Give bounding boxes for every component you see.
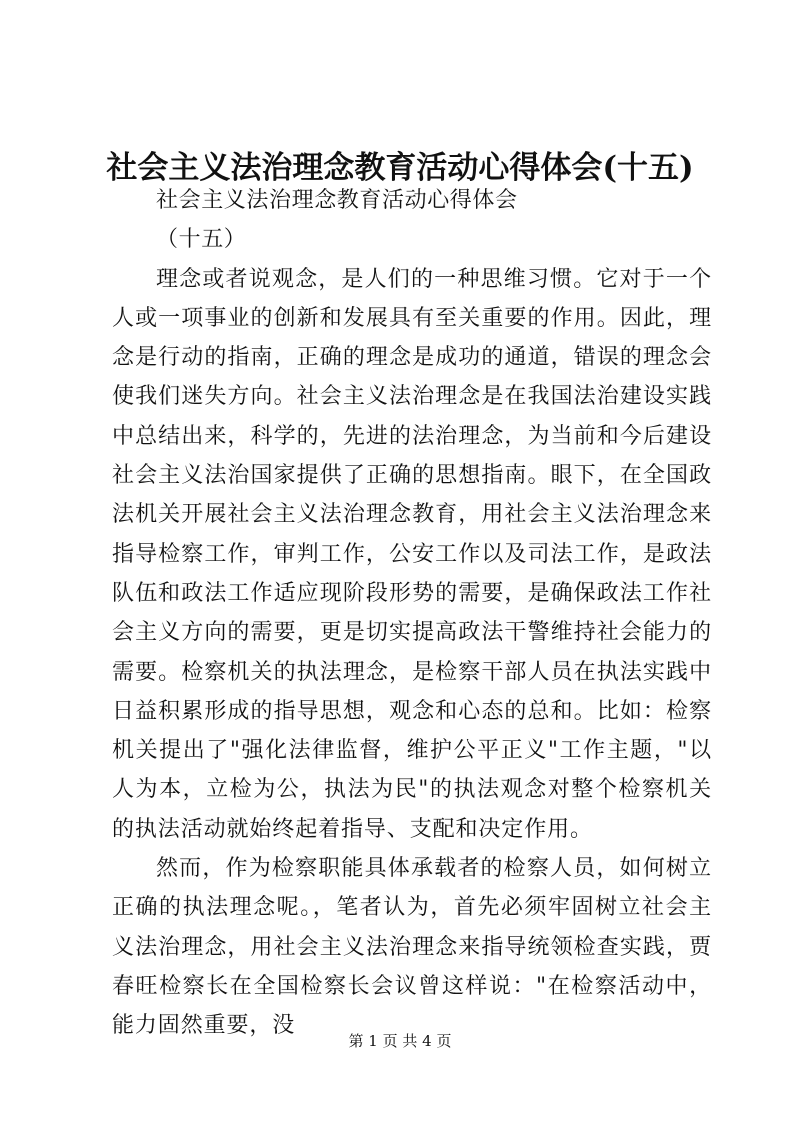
document-body (112, 181, 712, 1046)
document-title: 社会主义法治理念教育活动心得体会(十五) (106, 150, 694, 186)
body-paragraph: 然而，作为检察职能具体承载者的检察人员，如何树立正确的执法理念呢。，笔者认为，首先必须牢固树立社会主义法治理念，用社会主义法治理念来指导统领检查实践，贾春旺检察长在全国检察长会议曾这样说："在检察活动中，能力固然重要，没 (112, 856, 712, 1039)
subtitle-number-paragraph: （十五） (156, 227, 247, 253)
page-footer: 第 1 页 共 4 页 (348, 1032, 452, 1050)
subtitle-paragraph: 社会主义法治理念教育活动心得体会 (156, 188, 518, 213)
body-paragraph: 理念或者说观念，是人们的一种思维习惯。它对于一个人或一项事业的创新和发展具有至关重要的作用。因此，理念是行动的指南，正确的理念是成功的通道，错误的理念会使我们迷失方向。社会主义法治理念是在我国法治建设实践中总结出来，科学的，先进的法治理念，为当前和今后建设社会主义法治国家提供了正确的思想指南。眼下，在全国政法机关开展社会主义法治理念教育，用社会主义法治理念来指导检察工作，审判工作，公安工作以及司法工作，是政法队伍和政法工作适应现阶段形势的需要，是确保政法工作社会主义方向的需要，更是切实提高政法干警维持社会能力的需要。检察机关的执法理念，是检察干部人员在执法实践中日益积累形成的指导思想，观念和心态的总和。比如：检察机关提出了"强化法律监督，维护公平正义"工作主题，"以人为本，立检为公，执法为民"的执法观念对整个检察机关的执法活动就始终起着指导、支配和决定作用。 (112, 266, 712, 842)
